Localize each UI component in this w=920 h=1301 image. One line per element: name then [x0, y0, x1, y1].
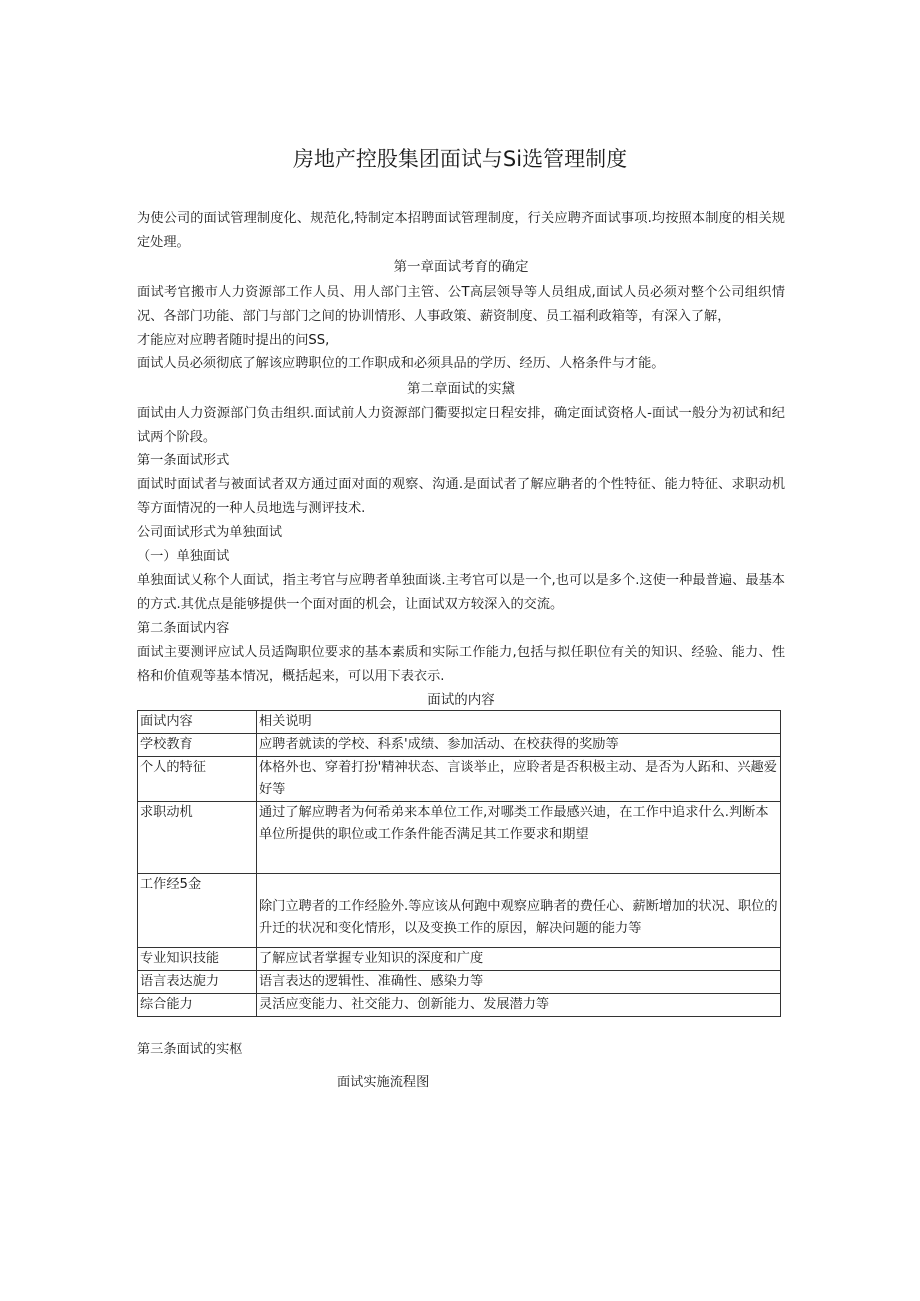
table-cell-desc: 体格外也、穿着打扮'精神状态、言谈举止，应聆者是否积极主动、是否为人跖和、兴趣爱好等 [257, 757, 781, 802]
table-header-cell: 相关说明 [257, 711, 781, 734]
table-cell-item: 个人的特征 [138, 757, 257, 802]
article1-text: 面试时面试者与被面试者双方通过面对面的观察、沟通.是面试者了解应聃者的个性特征、能力特征、求职动机等方面情况的一种人员地选与测评技术. [137, 477, 785, 516]
table-row [138, 802, 781, 874]
article2-text: 面试主要测评应试人员适陶职位要求的基本素质和实际工作能力,包括与拟任职位有关的知识、经验、能力、性格和价值观等基本情况，概括起来，可以用下表衣示. [137, 645, 785, 684]
interview-content-table [137, 710, 781, 1017]
chapter2-heading: 第二章面试的实黛 [407, 381, 515, 397]
table-cell-item: 求职动机 [138, 802, 257, 874]
table-cell-desc: 应聘者就读的学校、科系'成绩、参加活动、在校获得的奖励等 [257, 734, 781, 757]
chapter2-paragraph1: 面试由人力资源部门负击组织.面试前人力资源部门衢要拟定日程安排，确定面试资格人-面试一般分为初试和纪试两个阶段。 [137, 406, 785, 445]
table-row [138, 971, 781, 994]
table-cell-item: 工作经5金 [138, 874, 257, 948]
form-line: 公司面试形式为单独面试 [137, 525, 283, 540]
document-title: 房地产控股集团面试与Si选管理制度 [292, 147, 628, 171]
single-interview-text: 单独面试乂称个人面试，指主考官与应聘者单独面谈.主考官可以是一个,也可以是多个.这使一种最普遍、最基本的方式.其优点是能够提供一个面对面的机会，让面试双方较深入的交流。 [137, 573, 785, 612]
table-cell-item: 语言表达旎力 [138, 971, 257, 994]
article2-heading: 第二条面试内容 [137, 621, 230, 636]
table-row [138, 757, 781, 802]
table-row [138, 948, 781, 971]
table-cell-item: 学校教育 [138, 734, 257, 757]
article3-heading: 第三条面试的实枢 [137, 1042, 243, 1057]
article1-heading: 第一条面试形式 [137, 453, 230, 468]
table-cell-desc: 通过了解应聘者为何希弟来本单位工作,对哪类工作最感兴迪，在工作中追求什么.判断本单位所提供的职位或工作条件能否满足其工作要求和期望 [257, 802, 781, 874]
chapter1-paragraph1b: 才能应对应聘者随时提出的问SS, [137, 333, 330, 348]
intro-paragraph: 为使公司的面试管理制度化、规范化,特制定本招聘面试管理制度，行关应聘齐面试事项.均按照本制度的相关规定处理。 [137, 211, 785, 250]
chapter1-paragraph2: 面试人员必须彻底了解该应聘职位的工作职成和必须具品的学历、经历、人格条件与才能。 [137, 356, 665, 371]
table-cell-desc: 语言表达的逻辑性、准确性、感染力等 [257, 971, 781, 994]
table-row [138, 994, 781, 1017]
table-cell-desc: 了解应试者掌握专业知识的深度和广度 [257, 948, 781, 971]
table-caption: 面试的内容 [427, 692, 495, 708]
table-cell-item: 专业知识技能 [138, 948, 257, 971]
chapter1-paragraph1: 面试考官搬市人力资源部工作人员、用人部门主管、公T高层领导等人员组成,面试人员必须对整个公司组织情况、各部门功能、部门与部门之间的协训情形、人事政策、薪资制度、员工福利政箱等，有深入了解， [137, 285, 785, 324]
single-interview-heading: （一）单独面试 [137, 549, 230, 564]
table-cell-desc: 灵活应变能力、社交能力、创新能力、发展潜力等 [257, 994, 781, 1017]
flow-chart-caption: 面试实施流程图 [337, 1075, 430, 1090]
table-header-row [138, 711, 781, 734]
table-row [138, 874, 781, 948]
table-cell-desc: 除门立聘者的工作经脸外.等应该从何跑中观察应聃者的费任心、薪断增加的状况、职位的升迁的状况和变化情形，以及变换工作的原因，解决问题的能力等 [257, 874, 781, 948]
table-header-cell: 面试内容 [138, 711, 257, 734]
chapter1-heading: 第一章面试考育的确定 [393, 259, 529, 275]
table-row [138, 734, 781, 757]
table-cell-item: 综合能力 [138, 994, 257, 1017]
